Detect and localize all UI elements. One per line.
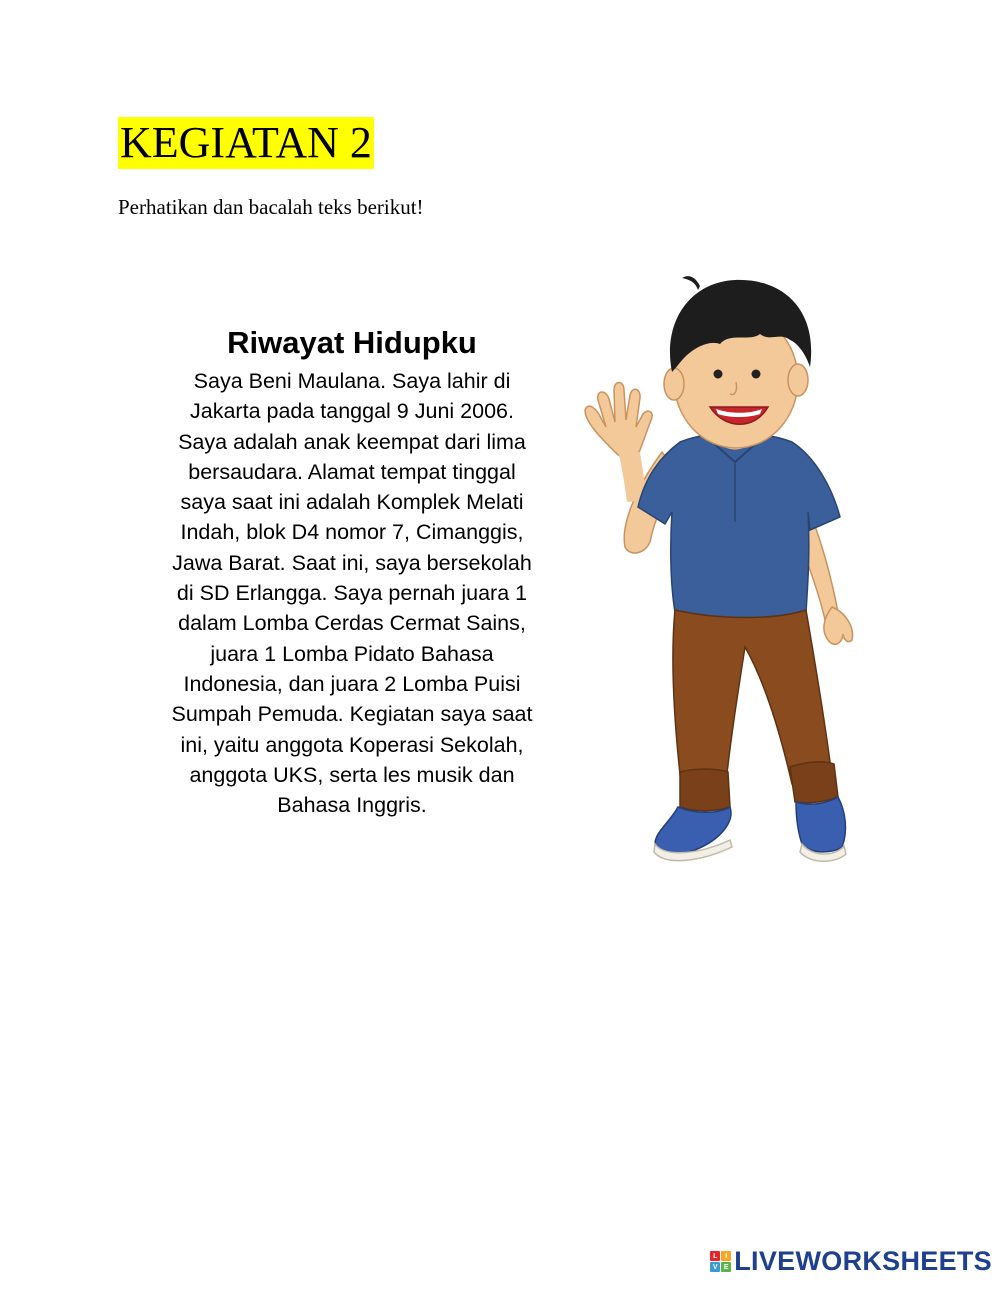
logo-letter: E <box>721 1262 731 1272</box>
story-line: bersaudara. Alamat tempat tinggal <box>188 459 516 484</box>
story-line: Bahasa Inggris. <box>277 793 427 818</box>
waving-hand <box>585 383 652 458</box>
story-title: Riwayat Hidupku <box>227 325 477 360</box>
story-line: Jakarta pada tanggal 9 Juni 2006. <box>190 399 514 424</box>
story-body <box>132 366 572 820</box>
boy-head <box>664 276 811 448</box>
brand-name: LIVEWORKSHEETS <box>734 1246 992 1276</box>
story-line: di SD Erlangga. Saya pernah juara 1 <box>176 581 528 606</box>
brown-pants <box>673 610 838 811</box>
liveworksheets-logo[interactable] <box>710 1246 992 1277</box>
story-line: Jawa Barat. Saat ini, saya bersekolah <box>172 550 532 575</box>
instruction-text: Perhatikan dan bacalah teks berikut! <box>118 195 424 219</box>
activity-heading-block <box>118 117 374 169</box>
story-line: Saya adalah anak keempat dari lima <box>178 429 526 454</box>
activity-heading: KEGIATAN 2 <box>120 118 372 167</box>
story-line: Indah, blok D4 nomor 7, Cimanggis, <box>180 520 524 545</box>
story-line: juara 1 Lomba Pidato Bahasa <box>210 641 494 666</box>
boy-illustration <box>570 262 870 872</box>
story-line: dalam Lomba Cerdas Cermat Sains, <box>178 611 526 636</box>
story-line: ini, yaitu anggota Koperasi Sekolah, <box>180 732 524 757</box>
logo-letter: V <box>710 1262 720 1272</box>
logo-letter: L <box>710 1251 720 1261</box>
logo-mark-icon <box>710 1251 731 1272</box>
story-line: anggota UKS, serta les musik dan <box>189 762 515 787</box>
blue-shirt <box>638 433 840 620</box>
story-line: Indonesia, dan juara 2 Lomba Puisi <box>183 671 521 696</box>
story-line: Sumpah Pemuda. Kegiatan saya saat <box>171 702 533 727</box>
story-block <box>132 322 572 820</box>
story-line: saya saat ini adalah Komplek Melati <box>180 490 524 515</box>
story-line: Saya Beni Maulana. Saya lahir di <box>193 369 511 393</box>
logo-letter: I <box>721 1251 731 1261</box>
